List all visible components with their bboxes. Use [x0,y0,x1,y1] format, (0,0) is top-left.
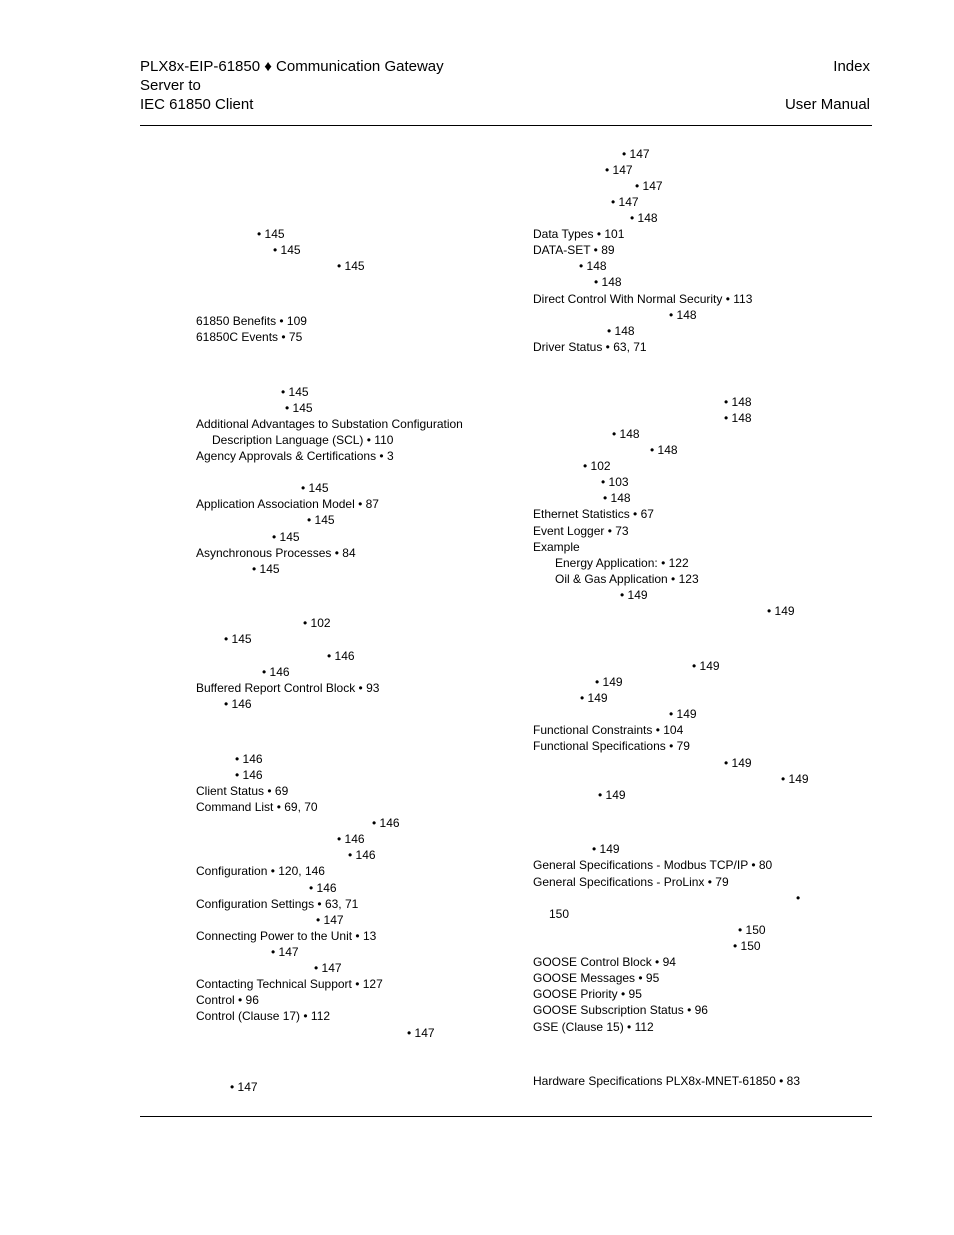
index-entry: • 145 [272,530,300,544]
index-entry: • 149 [724,756,752,770]
index-entry: • 145 [307,513,335,527]
index-entry: Connecting Power to the Unit • 13 [196,929,377,943]
index-entry: GSE (Clause 15) • 112 [533,1020,654,1034]
index-entry: Description Language (SCL) • 110 [212,433,394,447]
index-entry: GOOSE Control Block • 94 [533,955,676,969]
index-entry: Functional Specifications • 79 [533,739,690,753]
index-entry: • 147 [635,179,663,193]
index-entry: • 145 [224,632,252,646]
index-entry: Event Logger • 73 [533,524,629,538]
index-entry: Control (Clause 17) • 112 [196,1009,331,1023]
index-entry: • 146 [235,768,263,782]
index-entry: Driver Status • 63, 71 [533,340,647,354]
index-entry: • 148 [579,259,607,273]
index-entry: • 145 [301,481,329,495]
header-rule [140,125,872,126]
index-entry: Configuration • 120, 146 [196,864,325,878]
index-entry: • 145 [257,227,285,241]
index-entry: • 147 [605,163,633,177]
index-entry: • 149 [592,842,620,856]
index-entry: • 147 [407,1026,435,1040]
index-entry: • 148 [607,324,635,338]
product-title: PLX8x-EIP-61850 ♦ Communication Gateway [140,58,444,75]
index-entry: GOOSE Subscription Status • 96 [533,1003,708,1017]
index-entry: DATA-SET • 89 [533,243,615,257]
index-entry: • 146 [337,832,365,846]
index-entry: Ethernet Statistics • 67 [533,507,654,521]
document-type: User Manual [784,96,870,113]
index-entry: • 146 [348,848,376,862]
page-header-right [670,57,870,114]
index-entry: • 146 [224,697,252,711]
index-entry: • 149 [580,691,608,705]
index-entry: • 149 [598,788,626,802]
index-entry: • 148 [603,491,631,505]
index-entry: • 147 [314,961,342,975]
index-entry: • 146 [309,881,337,895]
index-entry: Asynchronous Processes • 84 [196,546,356,560]
index-entry: • 148 [594,275,622,289]
index-entry: • 149 [781,772,809,786]
index-entry: Oil & Gas Application • 123 [555,572,699,586]
index-entry: • 149 [767,604,795,618]
index-entry: General Specifications - Modbus TCP/IP • 80 [533,858,773,872]
index-entry: Agency Approvals & Certifications • 3 [196,449,394,463]
index-entry: Command List • 69, 70 [196,800,318,814]
index-entry: • 146 [235,752,263,766]
index-entry: General Specifications - ProLinx • 79 [533,875,729,889]
index-entry: Data Types • 101 [533,227,625,241]
index-entry: • 148 [724,395,752,409]
index-entry: Functional Constraints • 104 [533,723,684,737]
index-entry: • 146 [372,816,400,830]
product-subtitle-line: Server to [140,77,201,94]
section-title: Index [833,58,870,75]
index-entry: • 147 [230,1080,258,1094]
index-entry: • 149 [692,659,720,673]
index-entry: • 146 [327,649,355,663]
index-entry: Example [533,540,580,554]
index-entry: • 149 [595,675,623,689]
index-entry: • 148 [612,427,640,441]
index-entry: Contacting Technical Support • 127 [196,977,383,991]
index-entry: • 146 [262,665,290,679]
index-entry: • 145 [285,401,313,415]
index-entry: Application Association Model • 87 [196,497,379,511]
page-header-left [140,57,500,114]
index-entry: • 147 [271,945,299,959]
index-entry: Configuration Settings • 63, 71 [196,897,359,911]
index-entry: GOOSE Messages • 95 [533,971,660,985]
index-entry: Direct Control With Normal Security • 113 [533,292,753,306]
index-entry: • 145 [281,385,309,399]
index-entry: • 102 [303,616,331,630]
index-entry: • 145 [337,259,365,273]
footer-rule [140,1116,872,1117]
index-entry: 61850C Events • 75 [196,330,303,344]
index-entry: • 150 [733,939,761,953]
index-entry: • 148 [650,443,678,457]
index-entry: Additional Advantages to Substation Configuration [196,417,463,431]
product-subtitle-line: IEC 61850 Client [140,96,254,113]
index-entry: Hardware Specifications PLX8x-MNET-61850 • 83 [533,1074,800,1088]
index-entry: • 147 [611,195,639,209]
index-entry: • 148 [630,211,658,225]
index-entry: • 148 [724,411,752,425]
index-entry: Control • 96 [196,993,259,1007]
index-entry: • 149 [620,588,648,602]
index-entry: • 147 [316,913,344,927]
index-entry: • 103 [601,475,629,489]
index-entry: • 102 [583,459,611,473]
index-entry: • 149 [669,707,697,721]
index-entry: • 147 [622,147,650,161]
index-entry: • 145 [252,562,280,576]
index-entry: Client Status • 69 [196,784,289,798]
index-entry: Buffered Report Control Block • 93 [196,681,380,695]
index-entry: • 148 [669,308,697,322]
index-entry: • 150 [738,923,766,937]
index-entry: Energy Application: • 122 [555,556,689,570]
index-entry: • [796,891,801,905]
index-entry: GOOSE Priority • 95 [533,987,642,1001]
index-entry: • 145 [273,243,301,257]
index-entry: 61850 Benefits • 109 [196,314,307,328]
index-entry: 150 [549,907,570,921]
